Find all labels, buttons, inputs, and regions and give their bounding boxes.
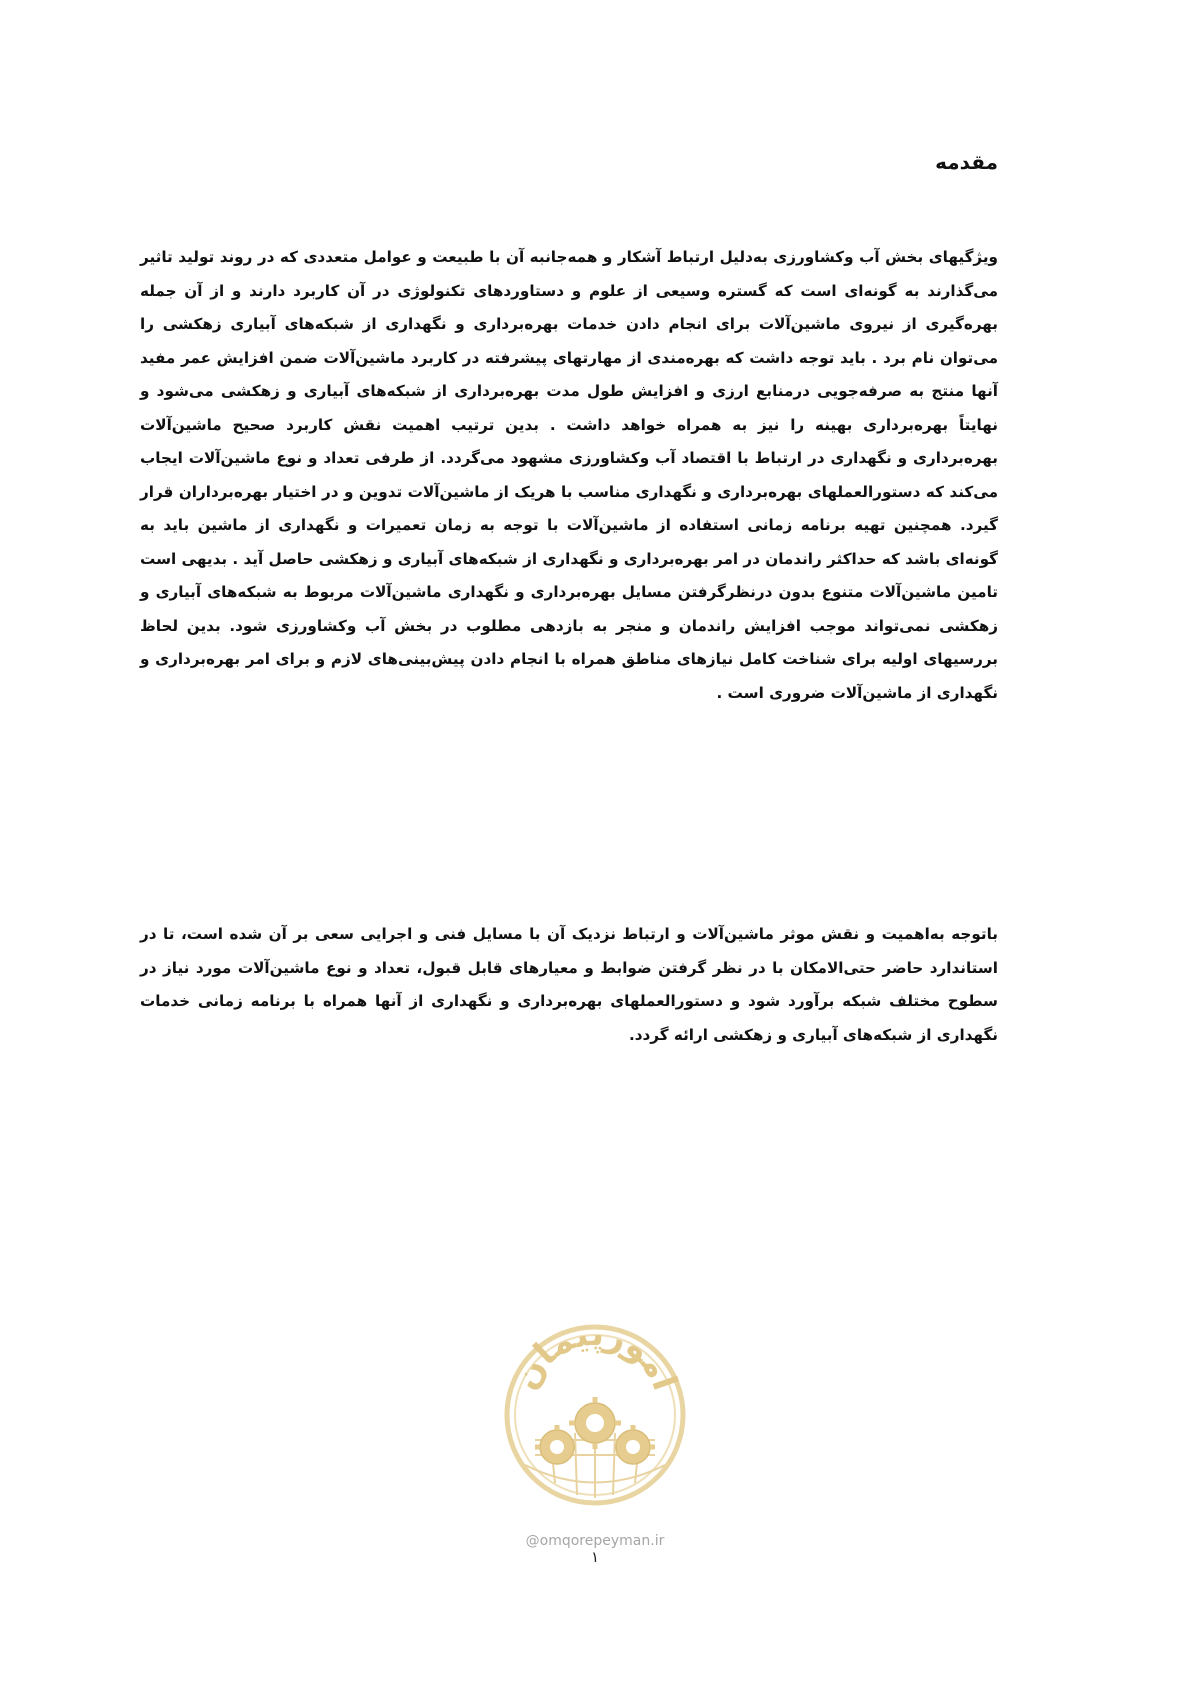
intro-paragraph-1: ویژگیهای بخش آب وکشاورزی به‌دلیل ارتباط آشکار و همه‌جانبه آن با طبیعت و عوامل متعددی که در روند تولید تاثیر می‌گذارند به گونه‌ای است که گستره وسیعی از علوم و دستاوردهای تکنولوژی در آن کاربرد دارند و از آن جمله بهره‌گیری از نیروی ماشین‌آلات برای انجام دادن خدمات بهره‌برداری و نگهداری از شبکه‌های آبیاری زهکشی را می‌توان نام برد . باید توجه داشت که بهره‌مندی از مهارتهای پیشرفته در کاربرد ماشین‌آلات ضمن افزایش عمر مفید آنها منتج به صرفه‌جویی درمنابع ارزی و افزایش طول مدت بهره‌برداری از شبکه‌های آبیاری و زهکشی می‌شود و نهایتاً بهره‌برداری بهینه را نیز به همراه خواهد داشت . بدین ترتیب اهمیت نقش کاربرد صحیح ماشین‌آلات بهره‌برداری و نگهداری در ارتباط با اقتصاد آب وکشاورزی مشهود می‌گردد. از طرفی تعداد و نوع ماشین‌آلات ایجاب می‌کند که دستورالعملهای بهره‌برداری و نگهداری مناسب با هریک از ماشین‌آلات تدوین و در اختیار بهره‌برداران قرار گیرد. همچنین تهیه برنامه زمانی استفاده از ماشین‌آلات با توجه به زمان تعمیرات و نگهداری از ماشین باید به گونه‌ای باشد که حداکثر راندمان در امر بهره‌برداری و نگهداری از شبکه‌های آبیاری و زهکشی حاصل آید . بدیهی است تامین ماشین‌آلات متنوع بدون درنظرگرفتن مسایل بهره‌برداری و نگهداری ماشین‌آلات مربوط به شبکه‌های آبیاری و زهکشی نمی‌تواند موجب افزایش راندمان و منجر به بازدهی مطلوب در بخش آب وکشاورزی شود. بدین لحاظ بررسیهای اولیه برای شناخت کامل نیازهای مناطق همراه با انجام دادن پیش‌بینی‌های لازم و برای امر بهره‌برداری و نگهداری از ماشین‌آلات ضروری است . (140, 248, 998, 702)
gear-emblem-icon (495, 1315, 695, 1515)
watermark-logo (495, 1315, 695, 1515)
intro-paragraph-2: باتوجه به‌اهمیت و نقش موثر ماشین‌آلات و ارتباط نزدیک آن با مسایل فنی و اجرایی سعی بر آن شده است، تا در استاندارد حاضر حتی‌الامکان با در نظر گرفتن ضوابط و معیارهای قابل قبول، تعداد و نوع ماشین‌آلات مورد نیاز در سطوح مختلف شبکه برآورد شود و دستورالعملهای بهره‌برداری و نگهداری از آنها همراه با برنامه زمانی خدمات نگهداری از شبکه‌های آبیاری و زهکشی ارائه گردد. (140, 925, 998, 1044)
watermark-logo-text: امورپیمان (505, 1315, 685, 1396)
section-heading: مقدمه (935, 150, 998, 174)
page-number: ۱ (590, 1548, 600, 1566)
watermark-url: @omqorepeyman.ir (525, 1533, 665, 1549)
